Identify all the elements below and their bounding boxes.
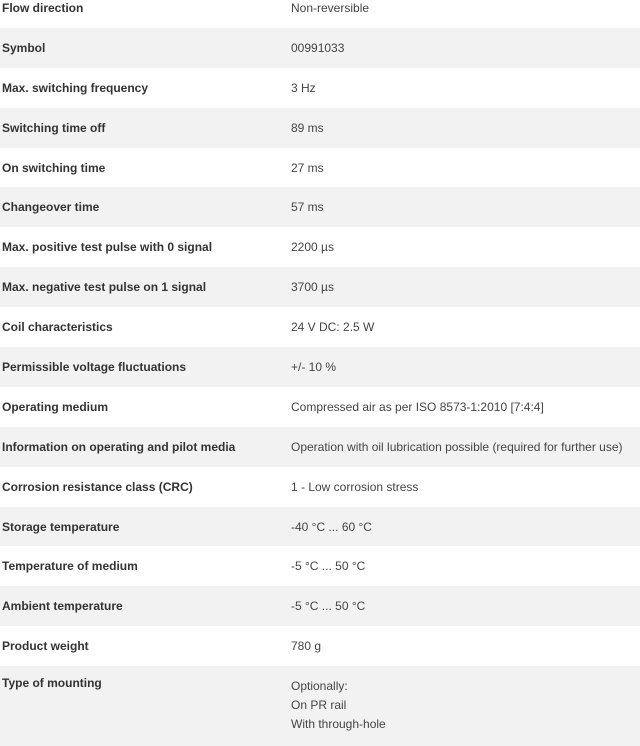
spec-value-line: On PR rail [291,698,347,713]
spec-label: Temperature of medium [2,559,138,574]
spec-row-operating-medium [0,387,640,427]
spec-row-max-positive-test-pulse [0,227,640,267]
spec-row-coil-characteristics [0,307,640,347]
spec-label: Changeover time [2,200,100,215]
spec-label: Ambient temperature [2,599,123,614]
spec-row-operating-pilot-media-info [0,427,640,467]
spec-value-line: Optionally: [291,679,348,694]
spec-value: Non-reversible [291,0,370,15]
spec-row-symbol [0,28,640,68]
spec-row-max-negative-test-pulse [0,267,640,307]
spec-label: Corrosion resistance class (CRC) [2,479,193,494]
spec-value: 57 ms [291,200,324,215]
spec-label: Max. switching frequency [2,80,149,95]
spec-value: 89 ms [291,120,324,135]
spec-value: 780 g [291,639,322,654]
spec-value: 27 ms [291,160,324,175]
spec-value: 24 V DC: 2.5 W [291,320,375,335]
spec-label: Max. positive test pulse with 0 signal [2,240,213,255]
spec-label: Information on operating and pilot media [2,439,236,454]
spec-value [291,677,640,734]
spec-value: Operation with oil lubrication possible (required for further use) [291,439,623,454]
spec-row-corrosion-resistance-class [0,467,640,507]
spec-value: 3 Hz [291,80,316,95]
spec-row-temperature-of-medium [0,546,640,586]
spec-row-storage-temperature [0,507,640,547]
spec-row-ambient-temperature [0,586,640,626]
spec-value: 3700 µs [291,280,334,295]
spec-label: Max. negative test pulse on 1 signal [2,280,207,295]
spec-label: Operating medium [2,399,109,414]
spec-value: 2200 µs [291,240,334,255]
spec-label: Type of mounting [2,676,102,691]
spec-label: Flow direction [2,0,84,15]
spec-value: Compressed air as per ISO 8573-1:2010 [7:4:4] [291,399,544,414]
spec-row-flow-direction [0,0,640,28]
spec-value: 00991033 [291,40,345,55]
spec-value: -40 °C ... 60 °C [291,519,372,534]
spec-row-changeover-time [0,187,640,227]
spec-value-line: With through-hole [291,717,386,732]
spec-label: Storage temperature [2,519,120,534]
spec-label: Switching time off [2,120,106,135]
spec-label: Symbol [2,40,46,55]
spec-label: Coil characteristics [2,320,113,335]
spec-value: +/- 10 % [291,359,337,374]
spec-value: -5 °C ... 50 °C [291,599,366,614]
spec-row-on-switching-time [0,148,640,188]
spec-row-switching-time-off [0,108,640,148]
spec-value: 1 - Low corrosion stress [291,479,419,494]
spec-label: Product weight [2,639,89,654]
spec-row-type-of-mounting [0,666,640,746]
spec-row-product-weight [0,626,640,666]
spec-label: On switching time [2,160,106,175]
spec-value: -5 °C ... 50 °C [291,559,366,574]
spec-row-permissible-voltage-fluctuations [0,347,640,387]
spec-row-max-switching-frequency [0,68,640,108]
spec-label: Permissible voltage fluctuations [2,359,187,374]
